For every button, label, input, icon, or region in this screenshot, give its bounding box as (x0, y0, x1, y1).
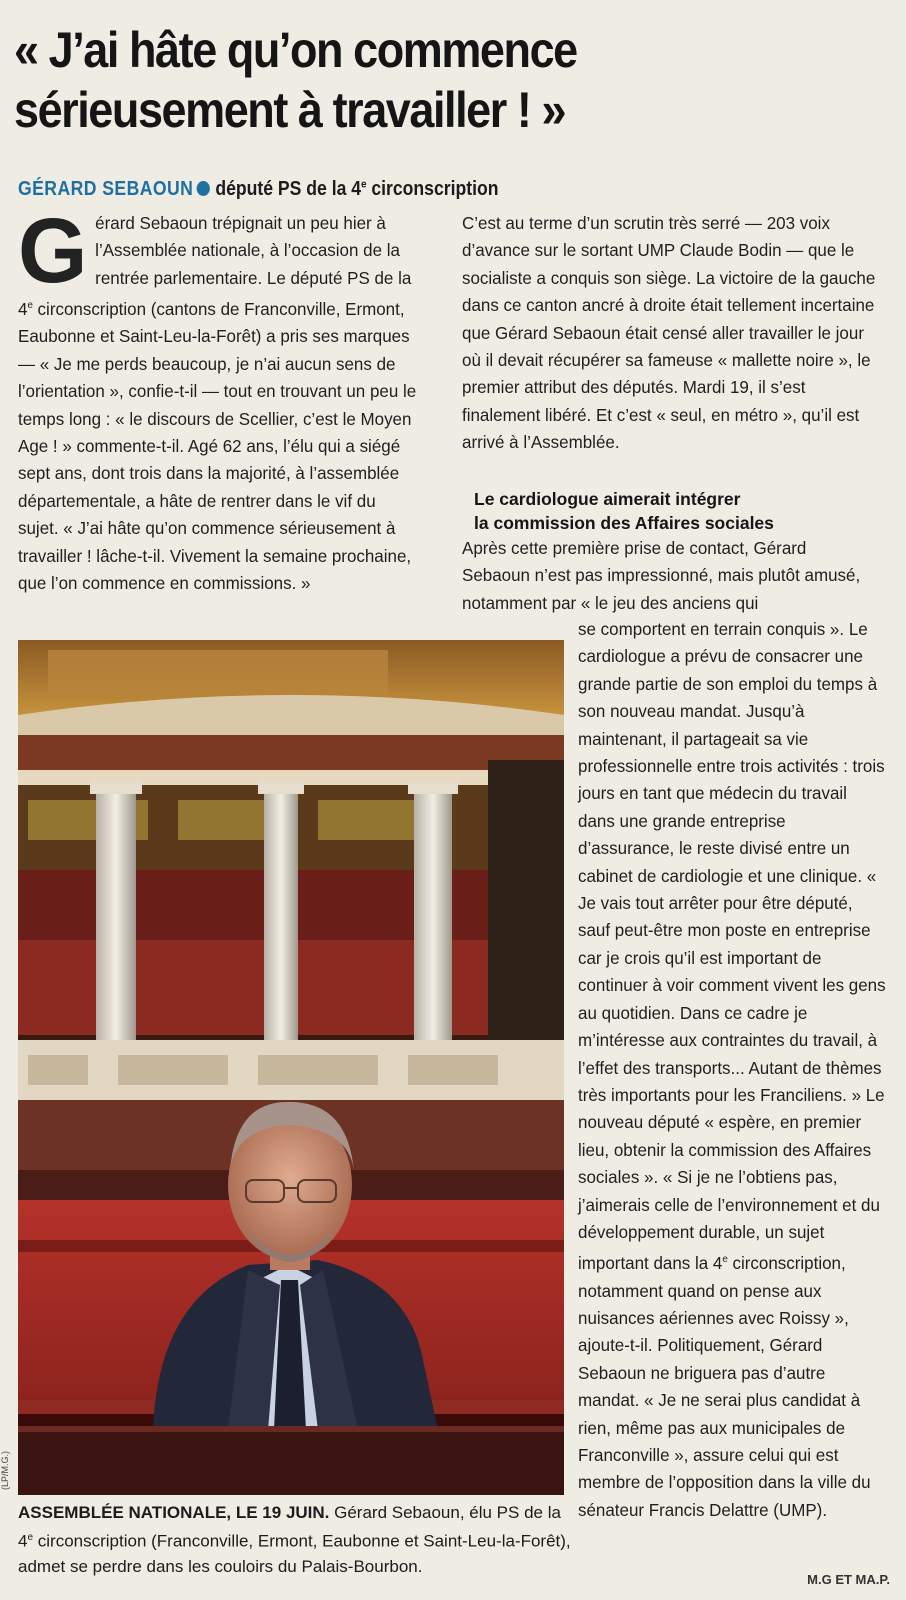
left-paragraph (18, 200, 418, 598)
right-column-top (462, 210, 877, 457)
byline-role-prefix: député PS de la 4 (215, 178, 362, 200)
left-paragraph-sup: e (27, 300, 33, 312)
right-paragraph-3-lead: se comportent en terrain conquis ». (578, 619, 845, 639)
left-paragraph-text-a: érard Sebaoun trépignait un peu hier à l’Assemblée nationale, à l’occasion de la rentrée parlementaire. Le député PS de la 4 (18, 213, 412, 320)
caption-sup: e (27, 1532, 34, 1543)
right-paragraph-2: Après cette première prise de contact, Gérard Sebaoun n’est pas impressionné, mais plutôt amusé, notamment par « le jeu des anciens qui (462, 538, 861, 613)
subheading (474, 487, 874, 535)
left-column (18, 200, 418, 598)
caption-text-a: Gérard Sebaoun, élu PS de la 4 (18, 1503, 561, 1551)
right-paragraph-3-text-a: Le cardiologue a prévu de consacrer une grande partie de son emploi du temps à son nouveau mandat. Jusqu’à maintenant, il partageait sa vie professionnelle entre trois activités : trois jours en tant que médecin du travail dans une grande entreprise d’assurance, le reste divisé entre un cabinet de cardiologie et une clinique. « Je vais tout arrêter pour être député, sauf peut-être mon poste en entreprise car je crois qu’il est important de continuer à voir comment vivent les gens au quotidien. Dans ce cadre je m’intéresse aux contraintes du travail, à l’effet des transports... Autant de thèmes très importants pour les Franciliens. » Le nouveau député « espère, en premier lieu, obtenir la commission des Affaires sociales ». « Si je ne l’obtiens pas, j’aimerais celle de l’environnement et du développement durable, un sujet important dans la 4 (578, 619, 886, 1274)
subheading-line-2: la commission des Affaires sociales (474, 513, 774, 533)
right-paragraph-3-sup: e (722, 1254, 728, 1266)
right-column-narrow (578, 616, 886, 1524)
article-photo (18, 640, 564, 1495)
dropcap: G (18, 200, 88, 302)
photo-caption (18, 1500, 578, 1579)
headline (14, 20, 599, 140)
byline-role-suffix: circonscription (366, 178, 499, 200)
right-paragraph-3 (578, 616, 886, 1524)
subheading-line-1: Le cardiologue aimerait intégrer (474, 489, 741, 509)
byline (18, 178, 581, 201)
byline-name: GÉRARD SEBAOUN (18, 178, 194, 200)
bullet-dot-icon (197, 181, 210, 196)
headline-line-1: « J’ai hâte qu’on commence (14, 22, 577, 78)
caption-text-b: circonscription (Franconville, Ermont, Eaubonne et Saint-Leu-la-Forêt), admet se perdre dans les couloirs du Palais-Bourbon. (18, 1531, 571, 1576)
author-signature: M.G ET MA.P. (807, 1572, 890, 1587)
photo-assemblee-illustration (18, 640, 564, 1495)
right-column-mid (462, 535, 877, 617)
photo-credit: (LP/M.G.) (0, 1450, 10, 1490)
right-paragraph-1: C’est au terme d’un scrutin très serré — 203 voix d’avance sur le sortant UMP Claude Bodin — que le socialiste a conquis son siège. La victoire de la gauche dans ce canton ancré à droite était tellement incertaine que Gérard Sebaoun était censé aller travailler le jour où il devait récupérer sa fameuse « mallette noire », le premier attribut des députés. Mardi 19, il s’est finalement libéré. Et c’est « seul, en métro », qu’il est arrivé à l’Assemblée. (462, 213, 876, 453)
caption-title: ASSEMBLÉE NATIONALE, LE 19 JUIN. (18, 1503, 330, 1522)
right-paragraph-3-text-b: circonscription, notamment quand on pense aux nuisances aériennes avec Roissy », ajoute-t-il. Politiquement, Gérard Sebaoun ne briguera pas d’autre mandat. « Je ne serai plus candidat à rien, même pas aux municipales de Franconville », assure celui qui est membre de l’opposition dans la ville du sénateur Francis Delattre (UMP). (578, 1253, 871, 1520)
headline-line-2: sérieusement à travailler ! » (14, 82, 566, 138)
byline-role-sup: e (361, 178, 367, 191)
byline-role (215, 178, 498, 200)
left-paragraph-text-b: circonscription (cantons de Franconville, Ermont, Eaubonne et Saint-Leu-la-Forêt) a pris ses marques — « Je me perds beaucoup, je n’ai aucun sens de l’orientation », confie-t-il — tout en trouvant un peu le temps long : « le discours de Scellier, c’est le Moyen Age ! » commente-t-il. Agé 62 ans, l’élu qui a siégé sept ans, dont trois dans la majorité, à l’assemblée départementale, a hâte de rentrer dans le vif du sujet. « J’ai hâte qu’on commence sérieusement à travailler ! lâche-t-il. Vivement la semaine prochaine, que l’on commence en commissions. » (18, 299, 417, 594)
